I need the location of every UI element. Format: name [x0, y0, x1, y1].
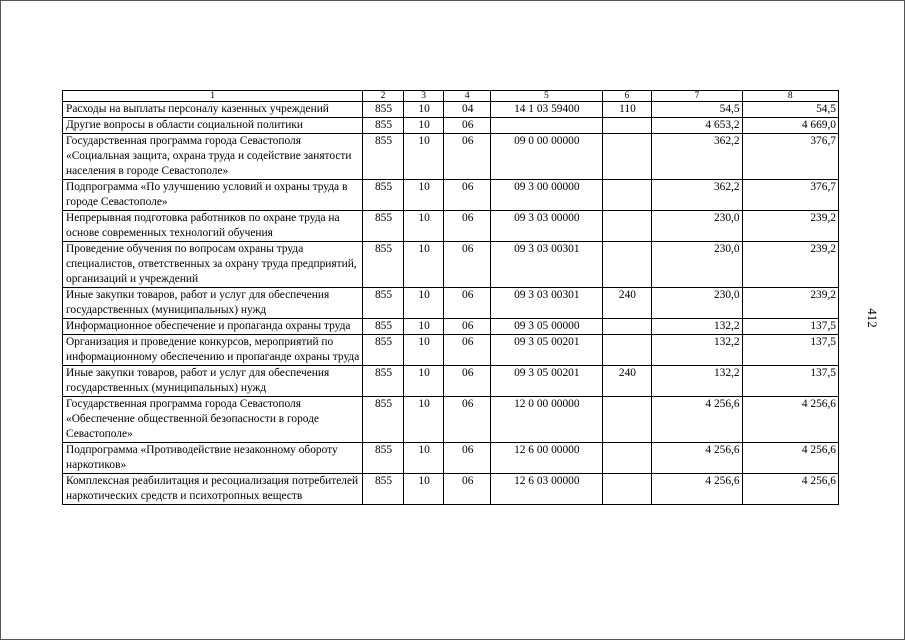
subsection-code-cell: 06 [444, 335, 491, 366]
amount-year-2-cell: 239,2 [742, 242, 838, 288]
row-name-cell: Информационное обеспечение и пропаганда охраны труда [63, 319, 363, 335]
target-article-cell: 09 3 03 00301 [491, 288, 603, 319]
amount-year-1-cell: 4 653,2 [652, 118, 742, 134]
ministry-code-cell: 855 [363, 180, 404, 211]
ministry-code-cell: 855 [363, 474, 404, 505]
row-name-cell: Подпрограмма «Противодействие незаконному обороту наркотиков» [63, 443, 363, 474]
ministry-code-cell: 855 [363, 443, 404, 474]
expense-type-cell [602, 474, 652, 505]
table-row [63, 134, 839, 180]
section-code-cell: 10 [403, 366, 444, 397]
ministry-code-cell: 855 [363, 242, 404, 288]
row-name-cell: Государственная программа города Севастополя «Обеспечение общественной безопасности в городе Севастополе» [63, 397, 363, 443]
ministry-code-cell: 855 [363, 134, 404, 180]
table-row [63, 180, 839, 211]
amount-year-1-cell: 230,0 [652, 242, 742, 288]
row-name-cell: Государственная программа города Севастополя «Социальная защита, охрана труда и содействие занятости населения в городе Севастополе» [63, 134, 363, 180]
section-code-cell: 10 [403, 134, 444, 180]
target-article-cell: 09 3 03 00301 [491, 242, 603, 288]
row-name-cell: Непрерывная подготовка работников по охране труда на основе современных технологий обучения [63, 211, 363, 242]
amount-year-1-cell: 132,2 [652, 366, 742, 397]
ministry-code-cell: 855 [363, 288, 404, 319]
table-row [63, 474, 839, 505]
expense-type-cell [602, 211, 652, 242]
row-name-cell: Другие вопросы в области социальной политики [63, 118, 363, 134]
section-code-cell: 10 [403, 180, 444, 211]
ministry-code-cell: 855 [363, 319, 404, 335]
ministry-code-cell: 855 [363, 397, 404, 443]
section-code-cell: 10 [403, 443, 444, 474]
table-row [63, 288, 839, 319]
ministry-code-cell: 855 [363, 118, 404, 134]
target-article-cell: 09 3 05 00000 [491, 319, 603, 335]
amount-year-2-cell: 4 256,6 [742, 443, 838, 474]
table-row [63, 102, 839, 118]
table-row [63, 242, 839, 288]
amount-year-2-cell: 4 669,0 [742, 118, 838, 134]
column-header-3: 3 [403, 91, 444, 102]
ministry-code-cell: 855 [363, 366, 404, 397]
column-header-2: 2 [363, 91, 404, 102]
row-name-cell: Подпрограмма «По улучшению условий и охраны труда в городе Севастополе» [63, 180, 363, 211]
subsection-code-cell: 06 [444, 118, 491, 134]
target-article-cell: 12 0 00 00000 [491, 397, 603, 443]
target-article-cell [491, 118, 603, 134]
section-code-cell: 10 [403, 118, 444, 134]
amount-year-1-cell: 362,2 [652, 180, 742, 211]
row-name-cell: Иные закупки товаров, работ и услуг для обеспечения государственных (муниципальных) нужд [63, 366, 363, 397]
column-header-4: 4 [444, 91, 491, 102]
amount-year-1-cell: 132,2 [652, 319, 742, 335]
amount-year-2-cell: 376,7 [742, 134, 838, 180]
amount-year-2-cell: 376,7 [742, 180, 838, 211]
subsection-code-cell: 06 [444, 134, 491, 180]
table-row [63, 335, 839, 366]
amount-year-2-cell: 4 256,6 [742, 474, 838, 505]
subsection-code-cell: 06 [444, 211, 491, 242]
subsection-code-cell: 06 [444, 397, 491, 443]
expense-type-cell [602, 319, 652, 335]
amount-year-2-cell: 239,2 [742, 211, 838, 242]
amount-year-2-cell: 137,5 [742, 366, 838, 397]
amount-year-1-cell: 4 256,6 [652, 443, 742, 474]
row-name-cell: Организация и проведение конкурсов, мероприятий по информационному обеспечению и пропаганде охраны труда [63, 335, 363, 366]
expense-type-cell [602, 134, 652, 180]
section-code-cell: 10 [403, 319, 444, 335]
amount-year-1-cell: 4 256,6 [652, 397, 742, 443]
amount-year-2-cell: 239,2 [742, 288, 838, 319]
column-header-1: 1 [63, 91, 363, 102]
amount-year-1-cell: 230,0 [652, 288, 742, 319]
row-name-cell: Иные закупки товаров, работ и услуг для обеспечения государственных (муниципальных) нужд [63, 288, 363, 319]
section-code-cell: 10 [403, 242, 444, 288]
table-row [63, 366, 839, 397]
section-code-cell: 10 [403, 397, 444, 443]
amount-year-1-cell: 54,5 [652, 102, 742, 118]
target-article-cell: 09 3 00 00000 [491, 180, 603, 211]
section-code-cell: 10 [403, 335, 444, 366]
column-header-5: 5 [491, 91, 603, 102]
ministry-code-cell: 855 [363, 211, 404, 242]
amount-year-2-cell: 137,5 [742, 319, 838, 335]
table-row [63, 211, 839, 242]
row-name-cell: Комплексная реабилитация и ресоциализация потребителей наркотических средств и психотропных веществ [63, 474, 363, 505]
expense-type-cell [602, 242, 652, 288]
table-row [63, 443, 839, 474]
row-name-cell: Расходы на выплаты персоналу казенных учреждений [63, 102, 363, 118]
column-header-7: 7 [652, 91, 742, 102]
subsection-code-cell: 06 [444, 443, 491, 474]
target-article-cell: 12 6 00 00000 [491, 443, 603, 474]
expense-type-cell: 240 [602, 288, 652, 319]
expense-type-cell [602, 397, 652, 443]
amount-year-2-cell: 4 256,6 [742, 397, 838, 443]
budget-table [62, 90, 839, 505]
target-article-cell: 09 3 03 00000 [491, 211, 603, 242]
subsection-code-cell: 06 [444, 474, 491, 505]
table-header-row [63, 91, 839, 102]
row-name-cell: Проведение обучения по вопросам охраны труда специалистов, ответственных за охрану труда предприятий, организаций и учреждений [63, 242, 363, 288]
amount-year-2-cell: 54,5 [742, 102, 838, 118]
target-article-cell: 14 1 03 59400 [491, 102, 603, 118]
column-header-6: 6 [602, 91, 652, 102]
table-body [63, 102, 839, 505]
section-code-cell: 10 [403, 288, 444, 319]
amount-year-1-cell: 132,2 [652, 335, 742, 366]
expense-type-cell: 240 [602, 366, 652, 397]
subsection-code-cell: 06 [444, 319, 491, 335]
ministry-code-cell: 855 [363, 335, 404, 366]
target-article-cell: 09 3 05 00201 [491, 366, 603, 397]
subsection-code-cell: 06 [444, 180, 491, 211]
page-number: 412 [864, 308, 880, 328]
subsection-code-cell: 06 [444, 288, 491, 319]
subsection-code-cell: 04 [444, 102, 491, 118]
expense-type-cell [602, 180, 652, 211]
ministry-code-cell: 855 [363, 102, 404, 118]
expense-type-cell [602, 443, 652, 474]
amount-year-1-cell: 362,2 [652, 134, 742, 180]
subsection-code-cell: 06 [444, 242, 491, 288]
expense-type-cell [602, 335, 652, 366]
target-article-cell: 12 6 03 00000 [491, 474, 603, 505]
amount-year-1-cell: 230,0 [652, 211, 742, 242]
table-row [63, 397, 839, 443]
section-code-cell: 10 [403, 102, 444, 118]
section-code-cell: 10 [403, 211, 444, 242]
expense-type-cell: 110 [602, 102, 652, 118]
amount-year-1-cell: 4 256,6 [652, 474, 742, 505]
section-code-cell: 10 [403, 474, 444, 505]
amount-year-2-cell: 137,5 [742, 335, 838, 366]
subsection-code-cell: 06 [444, 366, 491, 397]
target-article-cell: 09 0 00 00000 [491, 134, 603, 180]
expense-type-cell [602, 118, 652, 134]
target-article-cell: 09 3 05 00201 [491, 335, 603, 366]
table-row [63, 118, 839, 134]
column-header-8: 8 [742, 91, 838, 102]
table-row [63, 319, 839, 335]
